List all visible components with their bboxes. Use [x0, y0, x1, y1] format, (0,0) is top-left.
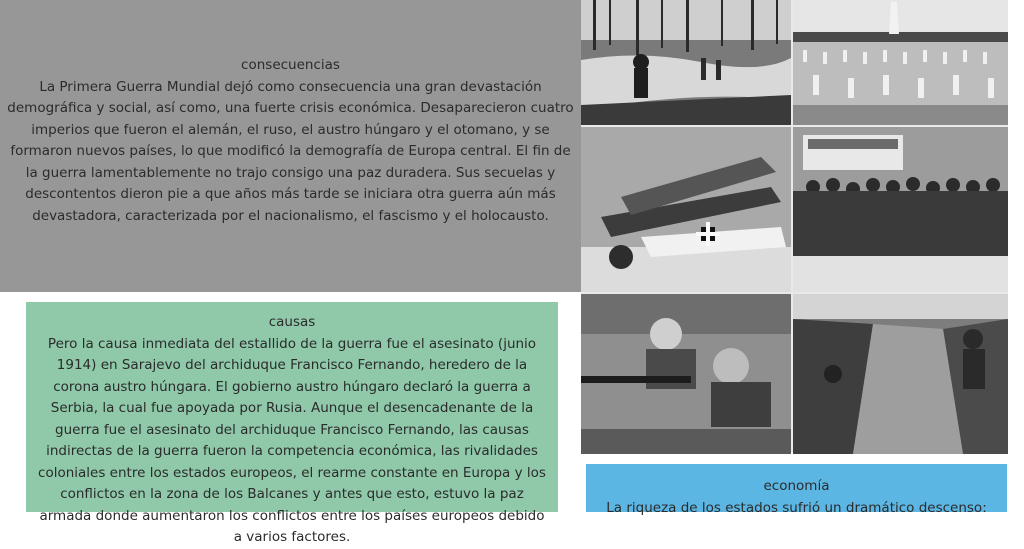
- crashed-biplanes-photo: [581, 127, 791, 292]
- card-title: economía: [763, 478, 830, 494]
- trench-photo: [793, 294, 1008, 454]
- card-economia: [586, 464, 1007, 516]
- card-body: La Primera Guerra Mundial dejó como consecuencia una gran devastación demográfica y social, así como, una fuerte crisis económica. Desaparecieron cuatro imperios que fueron el alemán, el ruso, el austro húngaro y el otomano, y se formaron nuevos países, lo que modificó la demografía de Europa central. El fin de la guerra lamentablemente no trajo consigo una paz duradera. Sus secuelas y descontentos dieron pie a que años más tarde se iniciara otra guerra aún más devastadora, caracterizada por el nacionalismo, el fascismo y el holocausto.: [7, 78, 574, 224]
- card-consecuencias: [0, 0, 581, 292]
- card-causas: [26, 302, 558, 545]
- soldiers-crowd-photo: [793, 127, 1008, 292]
- card-body: Pero la causa inmediata del estallido de la guerra fue el asesinato (junio 1914) en Sarajevo del archiduque Francisco Fernando, heredero de la corona austro húngara. El gobierno austro húngaro declaró la guerra a Serbia, la cual fue apoyada por Rusia. Aunque el desencadenante de la guerra fue el asesinato del archiduque Francisco Fernando, las causas indirectas de la guerra fueron la competencia económica, las rivalidades coloniales entre los estados europeos, el rearme constante en Europa y los conflictos en la zona de los Balcanes y antes que esto, estuvo la paz armada donde aumentaron los conflictos entre los países europeos debido a varios factores.: [38, 335, 546, 545]
- card-title: consecuencias: [241, 57, 340, 73]
- flooded-battlefield-photo: [581, 0, 791, 125]
- photo-collage: [581, 0, 1008, 452]
- card-title: causas: [268, 314, 316, 330]
- card-body: La riqueza de los estados sufrió un dramático descenso:: [606, 499, 987, 516]
- war-cemetery-photo: [793, 0, 1008, 125]
- machine-gun-crew-photo: [581, 294, 791, 454]
